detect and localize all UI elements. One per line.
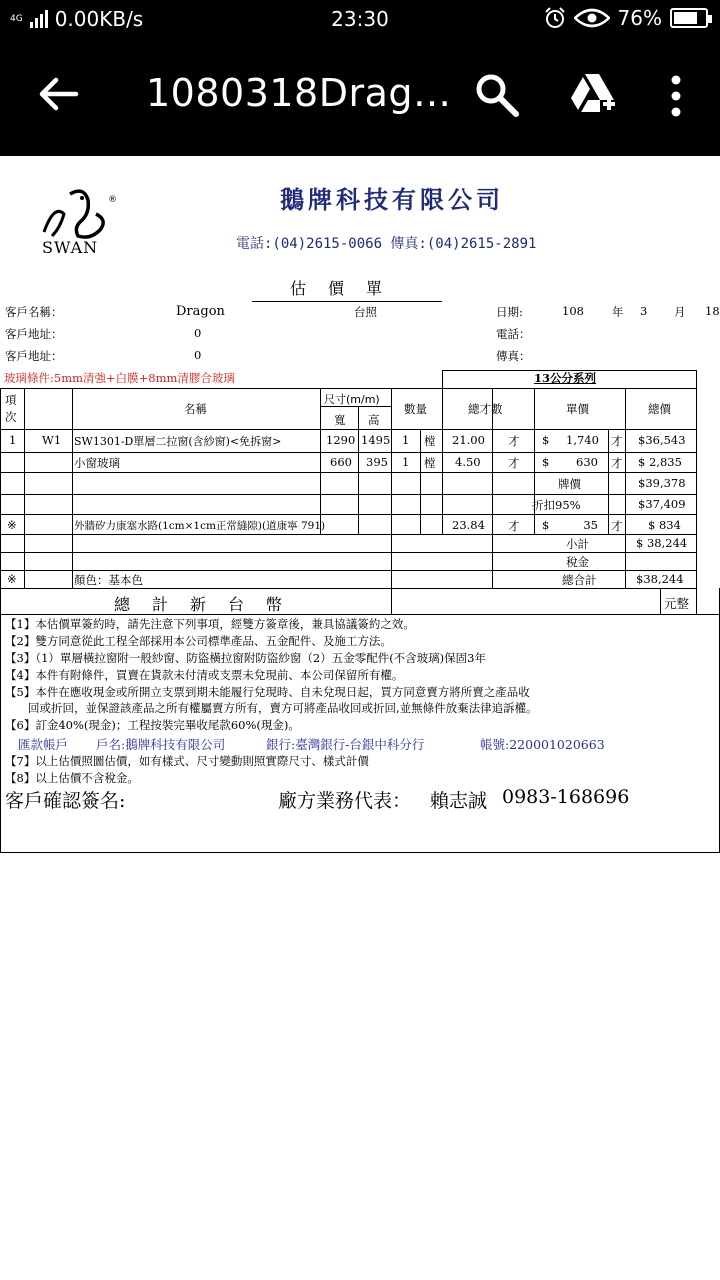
battery-percent: 76% xyxy=(617,6,662,30)
term-8: 【8】以上估價不含稅金。 xyxy=(5,771,139,785)
bank-name: 銀行:臺灣銀行-台銀中科分行 xyxy=(266,737,425,752)
drive-add-icon[interactable] xyxy=(568,72,616,118)
discount-label: 折扣95% xyxy=(532,498,581,512)
rep-name: 賴志誠 xyxy=(430,790,488,812)
row-width: 660 xyxy=(330,455,352,469)
list-price-label: 牌價 xyxy=(558,477,581,491)
row-total: $ 2,835 xyxy=(638,455,682,469)
twd-suffix: 元整 xyxy=(664,596,690,611)
status-bar xyxy=(0,0,720,38)
eye-icon xyxy=(574,8,610,28)
date-label: 日期: xyxy=(496,305,523,319)
customer-name: Dragon xyxy=(176,304,225,319)
list-price: $39,378 xyxy=(638,476,686,490)
row-no: 1 xyxy=(9,433,17,447)
color-row-no: ※ xyxy=(7,572,17,586)
customer-sign-label: 客戶確認簽名: xyxy=(5,790,126,812)
grand-total: $38,244 xyxy=(636,572,684,586)
tax-label: 稅金 xyxy=(566,555,589,569)
row-name: SW1301-D單層二拉窗(含紗窗)<免拆窗> xyxy=(74,435,282,448)
term-7: 【7】以上估價照圖估價，如有樣式、尺寸變動則照實際尺寸、樣式計價 xyxy=(5,754,369,768)
address2-value: 0 xyxy=(194,348,202,362)
header-total: 總價 xyxy=(648,402,671,416)
more-vert-icon[interactable] xyxy=(664,74,688,118)
row-price: 630 xyxy=(576,455,598,469)
customer-name-label: 客戶名稱： xyxy=(5,305,63,319)
quotation-title: 估價單 xyxy=(252,276,442,302)
search-icon[interactable] xyxy=(474,72,520,118)
row-price-unit: 才 xyxy=(611,519,623,533)
fax-label: 傳真： xyxy=(496,349,531,363)
row-price: 35 xyxy=(583,518,598,532)
row-code: W1 xyxy=(42,433,62,447)
row-name: 小窗玻璃 xyxy=(74,456,120,470)
battery-icon xyxy=(670,8,708,28)
document-page xyxy=(0,156,720,1280)
back-arrow-icon[interactable] xyxy=(36,72,80,116)
header-item: 項次 xyxy=(5,393,17,424)
term-2: 【2】雙方同意從此工程全部採用本公司標準產品、五金配件、及施工方法。 xyxy=(5,634,392,648)
date-day: 18 xyxy=(705,304,720,318)
glass-condition: 玻璃條件:5mm清強+白膜+8mm清膠合玻璃 xyxy=(4,371,235,385)
bank-holder: 戶名:鵝牌科技有限公司 xyxy=(96,737,226,752)
network-speed: 0.00KB/s xyxy=(54,7,144,31)
row-area: 4.50 xyxy=(455,455,481,469)
rep-phone: 0983-168696 xyxy=(502,786,630,808)
logo-text: SWAN xyxy=(42,238,99,257)
row-qty: 1 xyxy=(402,433,410,447)
row-total: $ 834 xyxy=(648,518,681,532)
row-unit: 樘 xyxy=(424,434,436,448)
company-contact: 電話:(04)2615-0066 傳真:(04)2615-2891 xyxy=(236,236,537,252)
month-unit: 月 xyxy=(674,305,686,319)
header-qty: 數量 xyxy=(404,402,427,416)
row-currency: $ xyxy=(542,455,550,469)
row-qty: 1 xyxy=(402,455,410,469)
row-currency: $ xyxy=(542,433,550,447)
term-4: 【4】本件有附條件，買賣在貨款未付清或支票未兌現前、本公司保留所有權。 xyxy=(5,668,404,682)
address2-label: 客戶地址： xyxy=(5,349,63,363)
year-unit: 年 xyxy=(612,305,624,319)
discount-total: $37,409 xyxy=(638,497,686,511)
phone-label: 電話： xyxy=(496,327,531,341)
address-value: 0 xyxy=(194,326,202,340)
date-month: 3 xyxy=(640,304,648,318)
row-no: ※ xyxy=(7,518,17,532)
row-height: 395 xyxy=(366,455,388,469)
row-currency: $ xyxy=(542,518,550,532)
row-name: 外牆矽力康塞水路(1cm×1cm正常縫隙)(道康寧 791) xyxy=(74,520,326,532)
twd-total-label: 總計新台幣 xyxy=(114,595,305,614)
battery-level xyxy=(674,12,697,24)
header-width: 寬 xyxy=(334,413,346,427)
subtotal: $ 38,244 xyxy=(636,536,688,550)
header-unit-price: 單價 xyxy=(566,402,589,416)
series-label: 13公分系列 xyxy=(534,371,597,385)
row-unit: 樘 xyxy=(424,456,436,470)
row-area-unit: 才 xyxy=(508,434,520,448)
bank-account-number: 帳號:220001020663 xyxy=(480,737,605,752)
row-height: 1495 xyxy=(361,433,391,447)
subtotal-label: 小計 xyxy=(566,537,589,551)
row-price-unit: 才 xyxy=(611,434,623,448)
bank-account-label: 匯款帳戶 xyxy=(18,737,69,752)
term-5: 【5】本件在應收現金或所開立支票到期未能履行兌現時、自未兌現日起，買方同意賣方將所賣之產品收 xyxy=(5,685,530,699)
term-6: 【6】訂金40%(現金)；工程按裝完畢收尾款60%(現金)。 xyxy=(5,718,300,732)
network-type: 4G xyxy=(10,13,23,24)
row-area-unit: 才 xyxy=(508,519,520,533)
date-year: 108 xyxy=(562,304,584,318)
term-5-cont: 回或折回，並保證該產品之所有權屬賣方所有，賣方可將產品收回或折回,並無條件放棄法律追訴權。 xyxy=(28,701,538,715)
row-area-unit: 才 xyxy=(508,456,520,470)
grand-total-label: 總合計 xyxy=(562,573,597,587)
header-size: 尺寸(m/m) xyxy=(324,393,380,406)
address-label: 客戶地址： xyxy=(5,327,63,341)
svg-text:®: ® xyxy=(108,195,117,205)
color-label: 顏色：基本色 xyxy=(74,573,143,587)
row-total: $36,543 xyxy=(638,433,686,447)
rep-label: 廠方業務代表： xyxy=(278,790,412,812)
header-total-area: 總才數 xyxy=(468,402,503,416)
header-height: 高 xyxy=(368,413,380,427)
company-name: 鵝牌科技有限公司 xyxy=(280,185,504,214)
row-width: 1290 xyxy=(326,433,356,447)
row-price-unit: 才 xyxy=(611,456,623,470)
row-area: 21.00 xyxy=(452,433,485,447)
term-1: 【1】本估價單簽約時，請先注意下列事項，經雙方簽章後，兼具協議簽約之效。 xyxy=(5,617,415,631)
customer-extra: 台照 xyxy=(354,305,377,319)
clock: 23:30 xyxy=(331,7,389,31)
document-title: 1080318Drag… xyxy=(146,71,452,115)
alarm-icon xyxy=(544,7,566,29)
app-bar xyxy=(0,38,720,156)
row-area: 23.84 xyxy=(452,518,485,532)
row-price: 1,740 xyxy=(566,433,599,447)
header-name: 名稱 xyxy=(184,402,207,416)
term-3: 【3】（1）單層橫拉窗附一般紗窗、防盜橫拉窗附防盜紗窗（2）五金零配件(不含玻璃)保固3年 xyxy=(5,651,486,665)
